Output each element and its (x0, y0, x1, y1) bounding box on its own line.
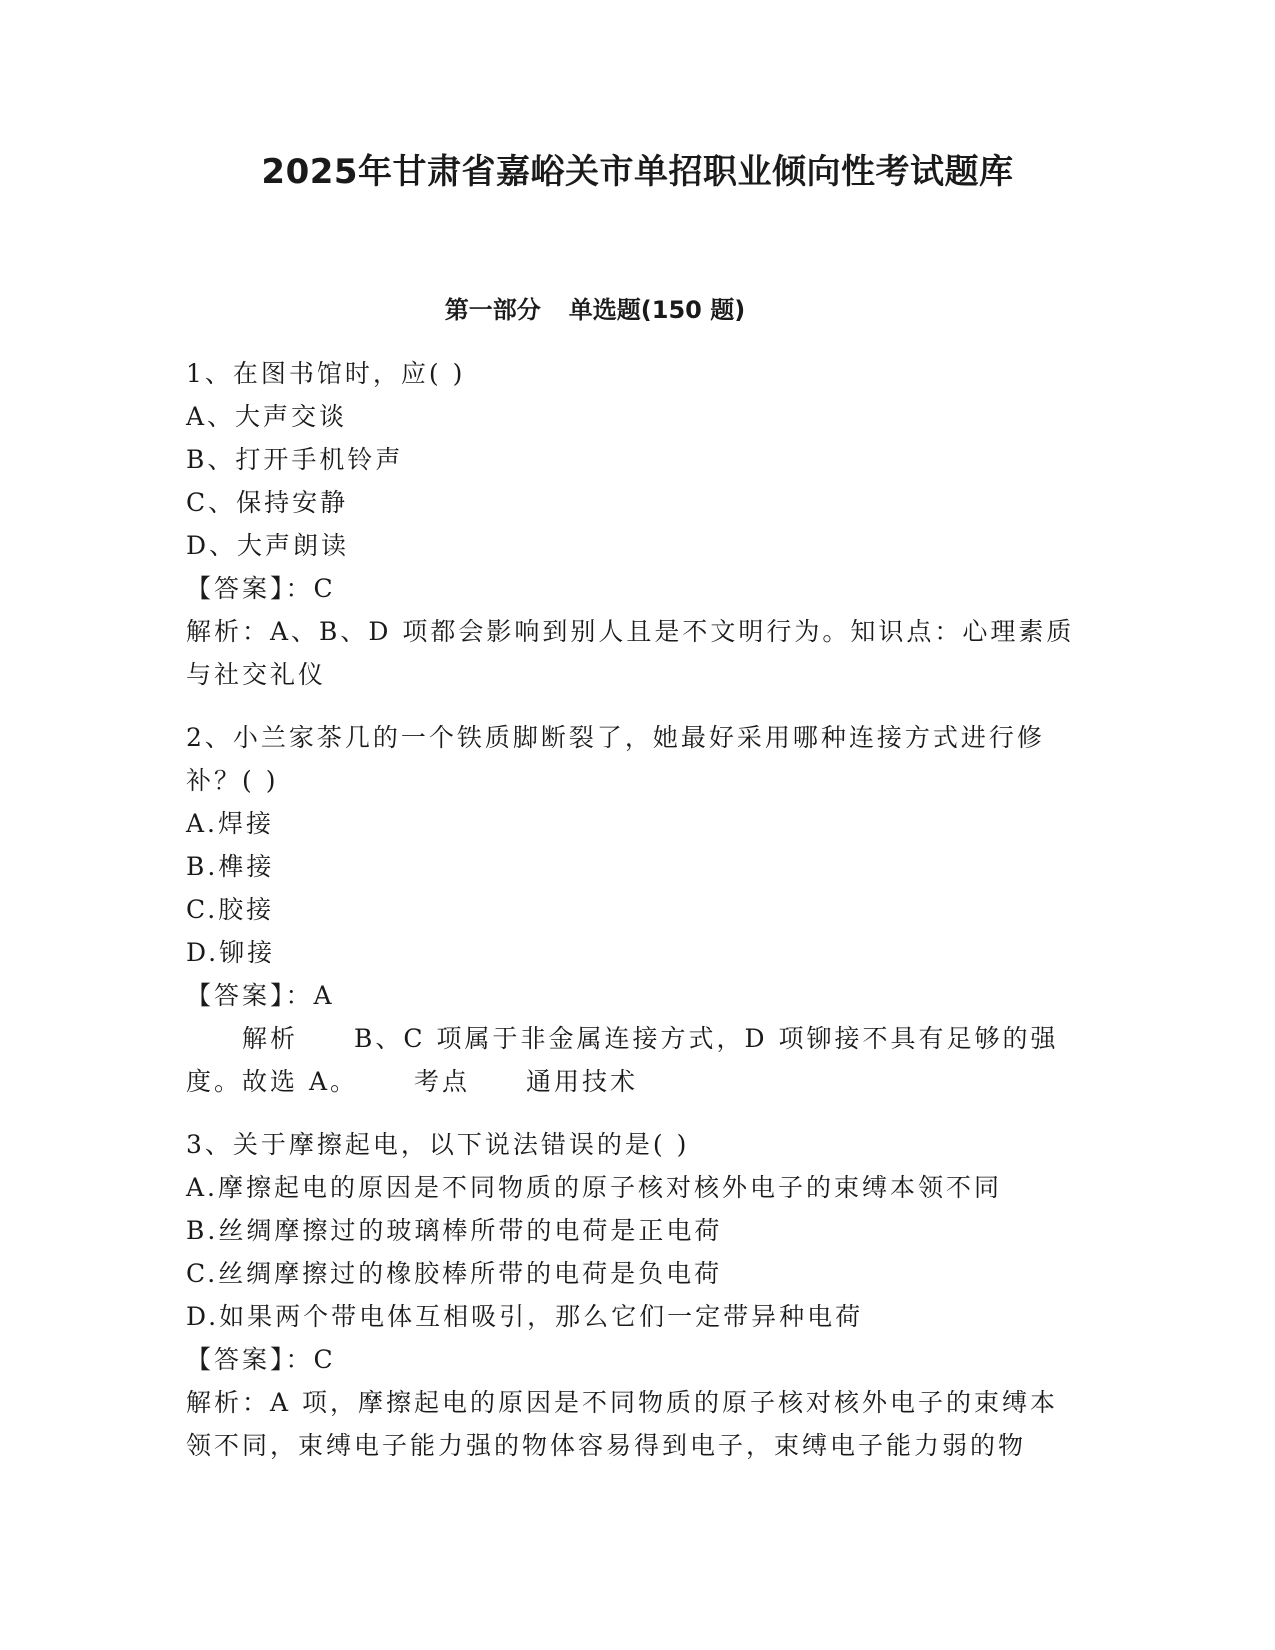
option-b: B.榫接 (186, 852, 275, 881)
option-a: A.摩擦起电的原因是不同物质的原子核对核外电子的束缚本领不同 (186, 1173, 1003, 1202)
question-3 (186, 1123, 1086, 1467)
question-1 (186, 352, 1086, 696)
analysis-line (186, 1060, 1086, 1103)
topic-label: 考点 (414, 1067, 471, 1096)
option-c: C、保持安静 (186, 488, 349, 517)
analysis-line: 解析：A、B、D 项都会影响到别人且是不文明行为。知识点：心理素质 (186, 617, 1075, 646)
analysis-line: 领不同，束缚电子能力强的物体容易得到电子，束缚电子能力弱的物 (186, 1431, 1027, 1460)
option-a: A.焊接 (186, 809, 275, 838)
document-title: 2025年甘肃省嘉峪关市单招职业倾向性考试题库 (261, 152, 1014, 192)
option-d: D、大声朗读 (186, 531, 350, 560)
question-stem: 1、在图书馆时，应( ) (186, 359, 466, 388)
question-list (186, 352, 1086, 1487)
answer: 【答案】：C (186, 1345, 336, 1374)
analysis-text: 度。故选 A。 (186, 1067, 359, 1096)
section-heading (0, 293, 1190, 327)
option-c: C.丝绸摩擦过的橡胶棒所带的电荷是负电荷 (186, 1259, 723, 1288)
analysis-line: 与社交礼仪 (186, 660, 327, 689)
option-a: A、大声交谈 (186, 402, 348, 431)
topic-text: 通用技术 (526, 1067, 639, 1096)
analysis-line: 解析：A 项，摩擦起电的原因是不同物质的原子核对核外电子的束缚本 (186, 1388, 1059, 1417)
question-stem: 补？( ) (186, 766, 279, 795)
analysis-label: 解析 (242, 1024, 299, 1053)
option-b: B、打开手机铃声 (186, 445, 404, 474)
question-2 (186, 716, 1086, 1103)
question-stem: 2、小兰家茶几的一个铁质脚断裂了，她最好采用哪种连接方式进行修 (186, 723, 1045, 752)
answer: 【答案】：A (186, 981, 335, 1010)
section-label: 第一部分 (444, 296, 541, 324)
option-d: D.铆接 (186, 938, 276, 967)
section-name: 单选题(150 题) (568, 296, 746, 324)
analysis-text: B、C 项属于非金属连接方式，D 项铆接不具有足够的强 (354, 1024, 1059, 1053)
question-stem: 3、关于摩擦起电，以下说法错误的是( ) (186, 1130, 690, 1159)
option-c: C.胶接 (186, 895, 275, 924)
option-d: D.如果两个带电体互相吸引，那么它们一定带异种电荷 (186, 1302, 864, 1331)
analysis-line (186, 1017, 1086, 1060)
answer: 【答案】：C (186, 574, 336, 603)
option-b: B.丝绸摩擦过的玻璃棒所带的电荷是正电荷 (186, 1216, 723, 1245)
